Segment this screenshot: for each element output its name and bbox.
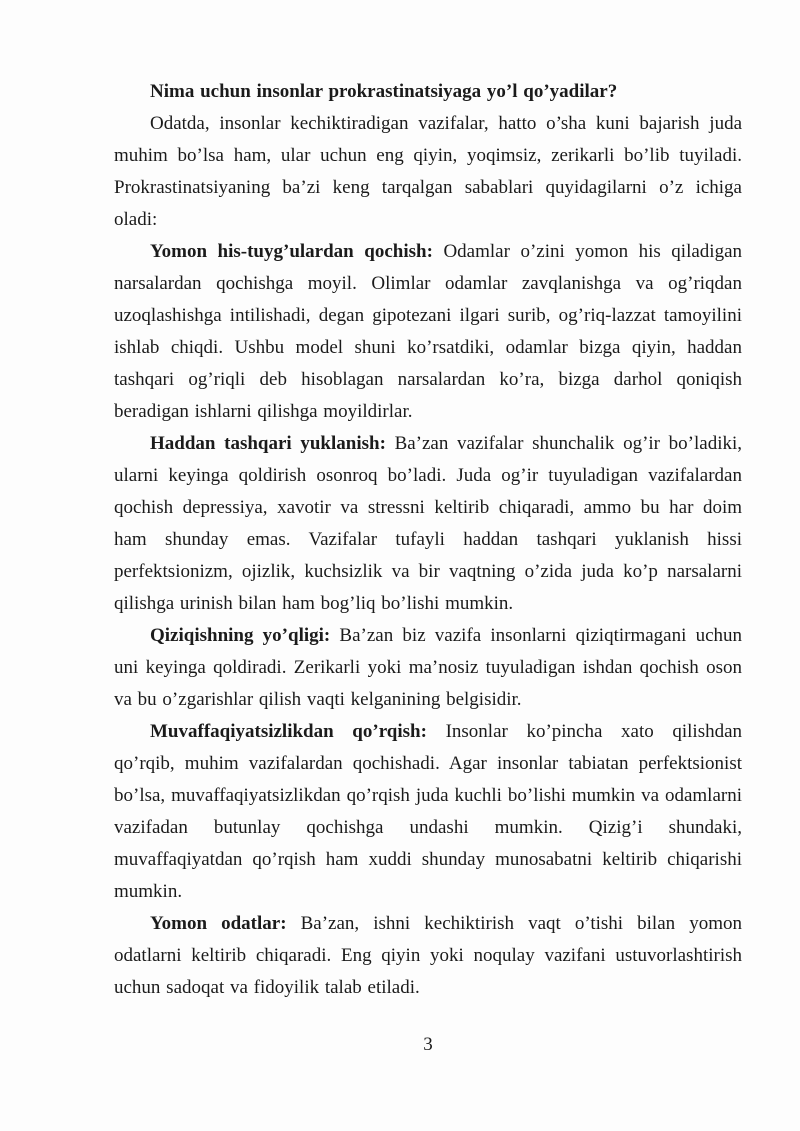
paragraph-text: Ba’zan biz vazifa insonlarni qiziqtirmagani uchun uni keyinga qoldiradi. Zerikarli yoki ma’nosiz tuyuladigan ishdan qochish oson va bu o’zgarishlar qilish vaqti kelganining belgisidir. — [114, 625, 742, 710]
paragraph-text: Odamlar o’zini yomon his qiladigan narsalardan qochishga moyil. Olimlar odamlar zavqlanishga va og’riqdan uzoqlashishga intilishadi, degan gipotezani ilgari surib, og’riq-lazzat tamoyilini ishlab chiqdi. Ushbu model shuni ko’rsatdiki, odamlar bizga qiyin, haddan tashqari og’riqli deb hisoblagan narsalardan ko’ra, bizga darhol qoniqish beradigan ishlarni qilishga moyildirlar. — [114, 241, 742, 422]
paragraph-lead: Muvaffaqiyatsizlikdan qo’rqish: — [150, 721, 427, 742]
paragraph-lead: Qiziqishning yo’qligi: — [150, 625, 331, 646]
paragraph-text: Odatda, insonlar kechiktiradigan vazifalar, hatto o’sha kuni bajarish juda muhim bo’lsa ham, ular uchun eng qiyin, yoqimsiz, zerikarli bo’lib tuyiladi. Prokrastinatsiyaning ba’zi keng tarqalgan sabablari quyidagilarni o’z ichiga oladi: — [114, 113, 742, 230]
paragraph — [114, 620, 742, 716]
paragraph-lead: Yomon his-tuyg’ulardan qochish: — [150, 241, 433, 262]
paragraph — [114, 428, 742, 620]
paragraph-lead: Yomon odatlar: — [150, 913, 287, 934]
paragraph — [114, 236, 742, 428]
page-number: 3 — [423, 1034, 433, 1055]
paragraph — [114, 108, 742, 236]
paragraph-text: Insonlar ko’pincha xato qilishdan qo’rqib, muhim vazifalardan qochishadi. Agar insonlar tabiatan perfektsionist bo’lsa, muvaffaqiyatsizlikdan qo’rqish juda kuchli bo’lishi mumkin va odamlarni vazifadan butunlay qochishga undashi mumkin. Qizig’i shundaki, muvaffaqiyatdan qo’rqish ham xuddi shunday munosabatni keltirib chiqarishi mumkin. — [114, 721, 743, 902]
paragraph-text: Ba’zan, ishni kechiktirish vaqt o’tishi bilan yomon odatlarni keltirib chiqaradi. Eng qiyin yoki noqulay vazifani ustuvorlashtirish uchun sadoqat va fidoyilik talab etiladi. — [114, 913, 743, 998]
page-content — [114, 76, 742, 1004]
paragraph-text: Ba’zan vazifalar shunchalik og’ir bo’ladiki, ularni keyinga qoldirish osonroq bo’ladi. Juda og’ir tuyuladigan vazifalardan qochish depressiya, xavotir va stressni keltirib chiqaradi, ammo bu har doim ham shunday emas. Vazifalar tufayli haddan tashqari yuklanish hissi perfektsionizm, ojizlik, kuchsizlik va bir vaqtning o’zida juda ko’p narsalarni qilishga urinish bilan ham bog’liq bo’lishi mumkin. — [114, 433, 743, 614]
paragraph — [114, 908, 742, 1004]
paragraph-lead: Haddan tashqari yuklanish: — [150, 433, 386, 454]
page-title: Nima uchun insonlar prokrastinatsiyaga yo’l qo’yadilar? — [150, 81, 618, 102]
paragraph — [114, 716, 742, 908]
